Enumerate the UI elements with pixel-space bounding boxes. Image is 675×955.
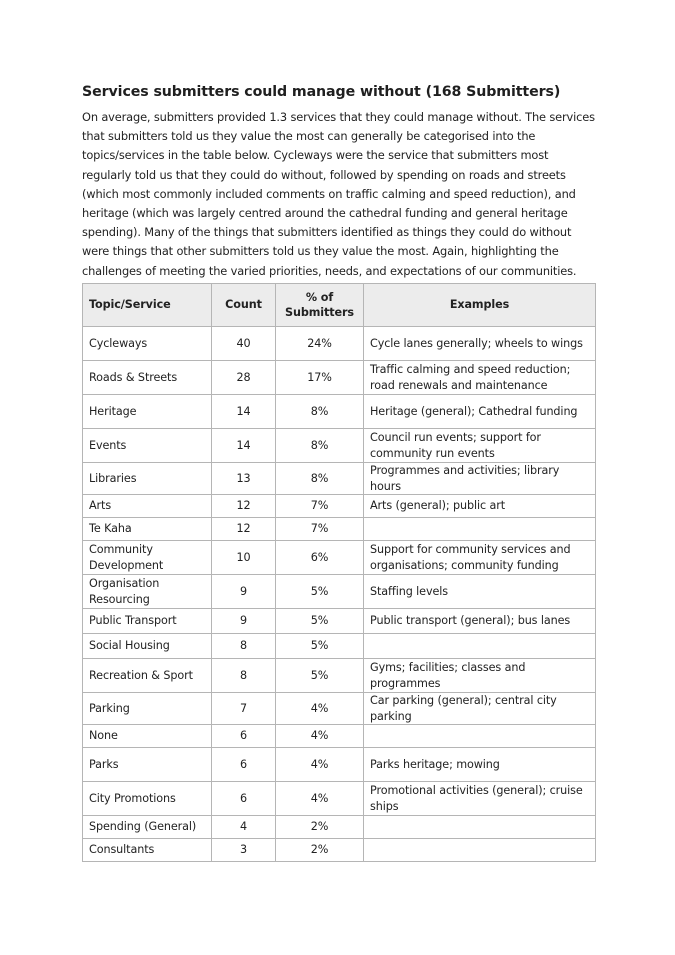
page-title: Services submitters could manage without (168 Submitters) [82, 84, 561, 100]
table-row [83, 609, 596, 634]
intro-paragraph: On average, submitters provided 1.3 services that they could manage without. The services that submitters told us they value the most can generally be categorised into the topics/services in the table below. Cycleways were the service that submitters most regularly told us that they could do without, followed by spending on roads and streets (which most commonly included comments on traffic calming and speed reduction), and heritage (which was largely centred around the cathedral funding and general heritage spending). Many of the things that submitters identified as things they could do without were things that other submitters told us they value the most. Again, highlighting the challenges of meeting the varied priorities, needs, and expectations of our communities. [82, 110, 595, 278]
cell-topic: Te Kaha [83, 518, 212, 541]
cell-count: 28 [212, 361, 276, 395]
cell-topic: Heritage [83, 395, 212, 429]
cell-examples: Public transport (general); bus lanes [364, 609, 596, 634]
cell-percent: 4% [276, 782, 364, 816]
cell-topic: Parks [83, 748, 212, 782]
cell-percent: 5% [276, 634, 364, 659]
table-row [83, 748, 596, 782]
cell-percent: 17% [276, 361, 364, 395]
cell-topic: Roads & Streets [83, 361, 212, 395]
table-row [83, 575, 596, 609]
cell-count: 9 [212, 575, 276, 609]
cell-examples: Heritage (general); Cathedral funding [364, 395, 596, 429]
cell-percent: 6% [276, 541, 364, 575]
cell-topic: Community Development [83, 541, 212, 575]
cell-topic: Events [83, 429, 212, 463]
cell-count: 12 [212, 495, 276, 518]
cell-count: 13 [212, 463, 276, 495]
cell-count: 6 [212, 748, 276, 782]
cell-topic: Arts [83, 495, 212, 518]
cell-percent: 8% [276, 463, 364, 495]
table-row [83, 782, 596, 816]
cell-count: 14 [212, 395, 276, 429]
table-row [83, 816, 596, 839]
table-row [83, 463, 596, 495]
header-examples: Examples [364, 284, 596, 327]
cell-examples: Car parking (general); central city parking [364, 693, 596, 725]
table-row [83, 725, 596, 748]
cell-count: 6 [212, 725, 276, 748]
cell-examples: Programmes and activities; library hours [364, 463, 596, 495]
cell-examples: Support for community services and organisations; community funding [364, 541, 596, 575]
cell-percent: 4% [276, 693, 364, 725]
cell-topic: None [83, 725, 212, 748]
cell-examples [364, 725, 596, 748]
cell-percent: 5% [276, 659, 364, 693]
header-count: Count [212, 284, 276, 327]
cell-count: 9 [212, 609, 276, 634]
cell-percent: 5% [276, 575, 364, 609]
cell-percent: 4% [276, 748, 364, 782]
cell-examples: Promotional activities (general); cruise ships [364, 782, 596, 816]
cell-percent: 7% [276, 518, 364, 541]
table-row [83, 693, 596, 725]
cell-topic: Recreation & Sport [83, 659, 212, 693]
header-topic: Topic/Service [83, 284, 212, 327]
cell-count: 10 [212, 541, 276, 575]
cell-percent: 8% [276, 429, 364, 463]
cell-count: 12 [212, 518, 276, 541]
table-body [83, 327, 596, 862]
cell-percent: 5% [276, 609, 364, 634]
cell-percent: 24% [276, 327, 364, 361]
cell-count: 40 [212, 327, 276, 361]
table-row [83, 327, 596, 361]
cell-topic: City Promotions [83, 782, 212, 816]
cell-examples: Gyms; facilities; classes and programmes [364, 659, 596, 693]
cell-count: 3 [212, 839, 276, 862]
cell-topic: Libraries [83, 463, 212, 495]
cell-examples: Traffic calming and speed reduction; road renewals and maintenance [364, 361, 596, 395]
cell-examples [364, 634, 596, 659]
cell-count: 14 [212, 429, 276, 463]
table-row [83, 659, 596, 693]
cell-topic: Spending (General) [83, 816, 212, 839]
cell-count: 8 [212, 634, 276, 659]
table-row [83, 495, 596, 518]
cell-topic: Social Housing [83, 634, 212, 659]
cell-percent: 2% [276, 816, 364, 839]
table-header [83, 284, 596, 327]
table-row [83, 839, 596, 862]
cell-count: 4 [212, 816, 276, 839]
cell-count: 8 [212, 659, 276, 693]
cell-topic: Consultants [83, 839, 212, 862]
table-row [83, 429, 596, 463]
table-row [83, 634, 596, 659]
cell-topic: Parking [83, 693, 212, 725]
cell-examples: Parks heritage; mowing [364, 748, 596, 782]
cell-percent: 8% [276, 395, 364, 429]
cell-percent: 2% [276, 839, 364, 862]
cell-examples: Staffing levels [364, 575, 596, 609]
cell-percent: 4% [276, 725, 364, 748]
cell-examples [364, 518, 596, 541]
table-row [83, 518, 596, 541]
cell-count: 7 [212, 693, 276, 725]
table-row [83, 395, 596, 429]
cell-examples: Cycle lanes generally; wheels to wings [364, 327, 596, 361]
cell-topic: Cycleways [83, 327, 212, 361]
services-table [82, 283, 596, 862]
table-row [83, 541, 596, 575]
cell-examples [364, 816, 596, 839]
cell-topic: Organisation Resourcing [83, 575, 212, 609]
cell-examples [364, 839, 596, 862]
cell-topic: Public Transport [83, 609, 212, 634]
cell-examples: Council run events; support for community run events [364, 429, 596, 463]
cell-examples: Arts (general); public art [364, 495, 596, 518]
cell-percent: 7% [276, 495, 364, 518]
header-percent: % of Submitters [276, 284, 364, 327]
table-row [83, 361, 596, 395]
cell-count: 6 [212, 782, 276, 816]
